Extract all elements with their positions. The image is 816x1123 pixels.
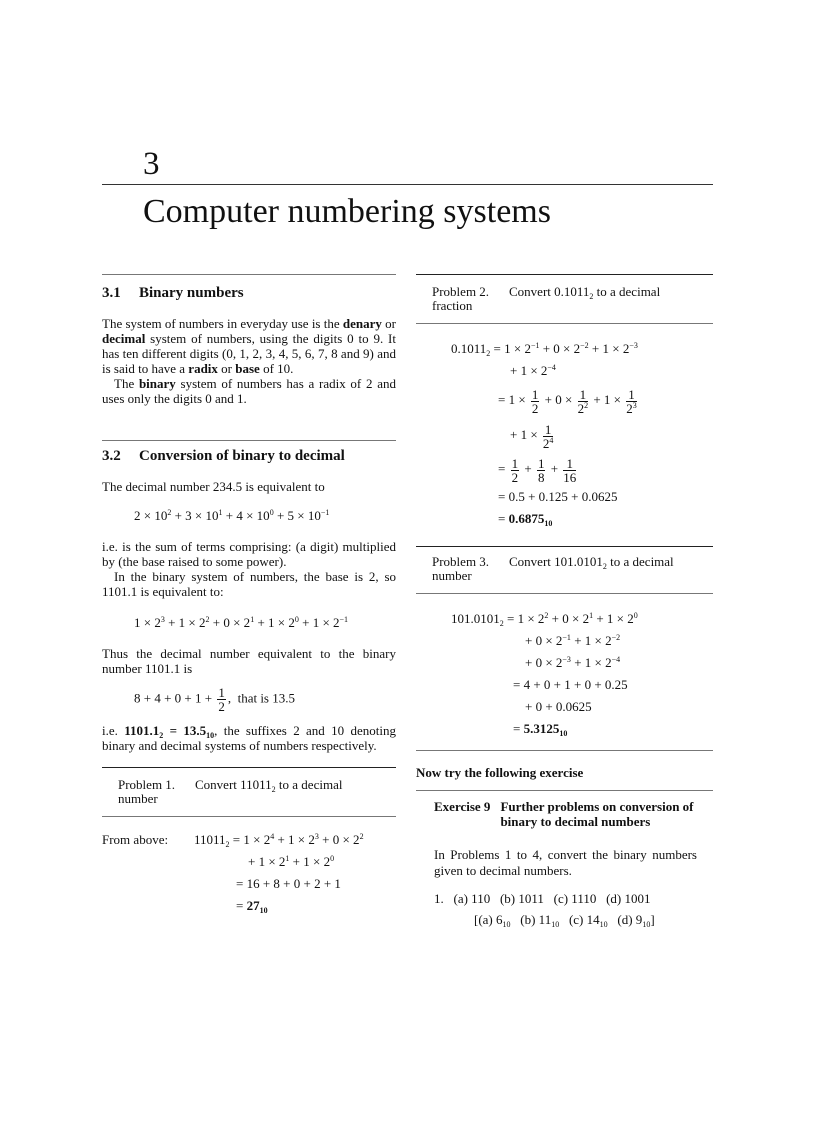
paragraph: In the binary system of numbers, the base is 2, so 1101.1 is equivalent to: (102, 569, 396, 599)
exercise-9 (416, 791, 713, 927)
solution-1 (102, 829, 396, 917)
paragraph: i.e. is the sum of terms comprising: (a digit) multiplied by (the base raised to some power). (102, 539, 396, 569)
equation-line: = $5.3125_{10}$ (513, 721, 568, 738)
section-heading-3-2: 3.2 Conversion of binary to decimal (102, 448, 345, 464)
problem-rule (416, 593, 713, 594)
equation: 8 + 4 + 0 + 1 + $\frac{1}{2}$ , that is 13.5 (134, 685, 295, 714)
equation-line: + $1 \times 2^{-4}$ (510, 363, 556, 378)
equation-line: + $0 \times 2^{-3} + 1 \times 2^{-4}$ (525, 655, 621, 670)
section-rule (416, 750, 713, 751)
exercise-question-1: 1. (a) 110 (b) 1011 (c) 1110 (d) 1001 (434, 891, 651, 906)
equation-line: = 1 × $\frac{1}{2}$ + 0 × $\frac{1}{2^2}$ + 1 × $\frac{1}{2^3}$ (498, 386, 637, 416)
problem-1: Problem 1. Convert $11011_2$ to a decimal number (118, 777, 343, 806)
exercise-answers-1: [(a) $6_{10}$ (b) $11_{10}$ (c) $14_{10}$ (d) $9_{10}$] (474, 912, 655, 929)
try-exercise-heading: Now try the following exercise (416, 765, 584, 780)
equation-line: $0.1011_2 = 1 \times 2^{-1} + 0 \times 2^{-2} + 1 \times 2^{-3}$ (451, 341, 638, 358)
paragraph: The binary system of numbers has a radix of 2 and uses only the digits 0 and 1. (102, 376, 396, 406)
paragraph: Thus the decimal number equivalent to the binary number 1101.1 is (102, 646, 396, 676)
chapter-number: 3 (143, 146, 160, 182)
exercise-heading: Exercise 9 Further problems on conversion of binary to decimal numbers (434, 799, 694, 829)
chapter-rule (102, 184, 713, 185)
section-rule (102, 440, 396, 441)
equation-line: = 16 + 8 + 0 + 2 + 1 (236, 876, 341, 891)
section-heading-3-1: 3.1 Binary numbers (102, 285, 244, 301)
problem-rule (416, 323, 713, 324)
equation-line: $101.0101_2 = 1 \times 2^2 + 0 \times 2^1 + 1 \times 2^0$ (451, 611, 638, 628)
chapter-title: Computer numbering systems (143, 193, 551, 230)
left-column (102, 274, 396, 917)
solution-3 (451, 608, 748, 740)
equation-line: = $27_{10}$ (236, 898, 268, 915)
equation-line: From above: $11011_2 = 1 \times 2^4 + 1 \times 2^3 + 0 \times 2^2$ (102, 832, 364, 849)
equation: $2 \times 10^2 + 3 \times 10^1 + 4 \times 10^0 + 5 \times 10^{-1}$ (134, 508, 330, 523)
equation-line: + $0 \times 2^{-1} + 1 \times 2^{-2}$ (525, 633, 621, 648)
equation-line: + 1 × $\frac{1}{2^4}$ (510, 421, 554, 451)
paragraph: The system of numbers in everyday use is the denary or decimal system of numbers, using the digits 0 to 9. It has ten different digits (0, 1, 2, 3, 4, 5, 6, 7, 8 and 9) and is said to have a radix or base of 10. (102, 316, 396, 376)
equation-line: = 0.5 + 0.125 + 0.0625 (498, 489, 618, 504)
problem-3: Problem 3. Convert $101.0101_2$ to a decimal number (432, 554, 674, 583)
paragraph: The decimal number 234.5 is equivalent to (102, 479, 325, 494)
equation-line: = $\frac{1}{2}$ + $\frac{1}{8}$ + $\frac{1}{16}$ (498, 455, 577, 485)
equation: $1 \times 2^3 + 1 \times 2^2 + 0 \times 2^1 + 1 \times 2^0 + 1 \times 2^{-1}$ (134, 615, 349, 630)
problem-rule (102, 816, 396, 817)
right-column (416, 274, 713, 927)
equation-line: + $1 \times 2^1 + 1 \times 2^0$ (248, 854, 335, 869)
section-rule (102, 274, 396, 275)
equation-line: = $0.6875_{10}$ (498, 511, 553, 528)
paragraph: i.e. $1101.1_2 = 13.5_{10}$, the suffixes 2 and 10 denoting binary and decimal systems of numbers respectively. (102, 723, 396, 753)
equation-line: = 4 + 0 + 1 + 0 + 0.25 (513, 677, 628, 692)
solution-2 (451, 338, 748, 530)
problem-2: Problem 2. Convert $0.1011_2$ to a decimal fraction (432, 284, 661, 313)
exercise-intro: In Problems 1 to 4, convert the binary numbers given to decimal numbers. (434, 847, 697, 878)
equation-line: + 0 + 0.0625 (525, 699, 592, 714)
